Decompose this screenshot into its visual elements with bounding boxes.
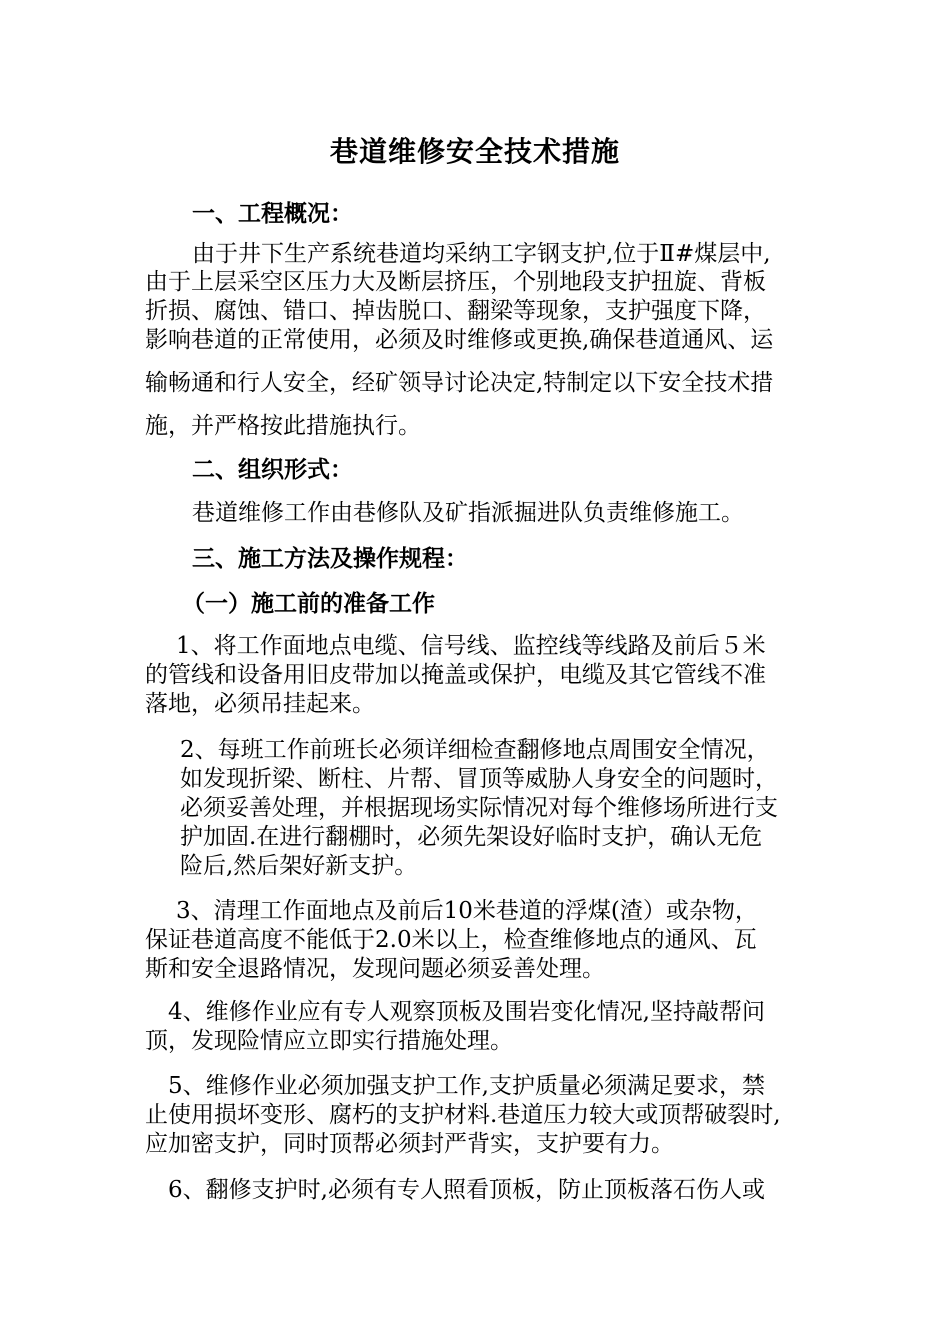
paragraph-line: 的管线和设备用旧皮带加以掩盖或保护，电缆及其它管线不准: [145, 662, 766, 688]
paragraph-line: 影响巷道的正常使用，必须及时维修或更换,确保巷道通风、运: [145, 327, 774, 353]
paragraph-line: 险后,然后架好新支护。: [180, 853, 418, 879]
paragraph-line: 顶，发现险情应立即实行措施处理。: [145, 1028, 513, 1054]
paragraph-line: 3、清理工作面地点及前后10米巷道的浮煤(渣）或杂物，: [176, 898, 758, 924]
paragraph-line: 输畅通和行人安全，经矿领导讨论决定,特制定以下安全技术措: [145, 370, 774, 396]
section-2-heading: 二、组织形式：: [192, 456, 353, 483]
paragraph-line: 护加固.在进行翻棚时，必须先架设好临时支护，确认无危: [180, 824, 763, 850]
section-1-heading: 一、工程概况：: [192, 200, 353, 227]
paragraph-line: 1、将工作面地点电缆、信号线、监控线等线路及前后５米: [176, 633, 766, 659]
paragraph-line: 5、维修作业必须加强支护工作,支护质量必须满足要求，禁: [168, 1073, 765, 1099]
paragraph-line: 保证巷道高度不能低于2.0米以上，检查维修地点的通风、瓦: [145, 927, 757, 953]
subsection-heading: （一）施工前的准备工作: [182, 590, 435, 617]
paragraph-line: 施，并严格按此措施执行。: [145, 413, 421, 439]
paragraph-line: 如发现折梁、断柱、片帮、冒顶等威胁人身安全的问题时，: [180, 766, 778, 792]
section-3-heading: 三、施工方法及操作规程：: [192, 545, 468, 572]
paragraph-line: 由于上层采空区压力大及断层挤压，个别地段支护扭旋、背板: [145, 269, 766, 295]
paragraph-line: 止使用损坏变形、腐朽的支护材料.巷道压力较大或顶帮破裂时,: [145, 1102, 781, 1128]
paragraph-line: 折损、腐蚀、错口、掉齿脱口、翻梁等现象，支护强度下降，: [145, 298, 766, 324]
paragraph-line: 斯和安全退路情况，发现问题必须妥善处理。: [145, 956, 605, 982]
paragraph-line: 必须妥善处理，并根据现场实际情况对每个维修场所进行支: [180, 795, 778, 821]
paragraph-line: 应加密支护，同时顶帮必须封严背实，支护要有力。: [145, 1131, 674, 1157]
paragraph-line: 由于井下生产系统巷道均采纳工字钢支护,位于Ⅱ#煤层中,: [192, 241, 771, 267]
paragraph-line: 2、每班工作前班长必须详细检查翻修地点周围安全情况，: [180, 737, 770, 763]
paragraph-line: 巷道维修工作由巷修队及矿指派掘进队负责维修施工。: [192, 500, 744, 526]
paragraph-line: 落地，必须吊挂起来。: [145, 691, 375, 717]
paragraph-line: 4、维修作业应有专人观察顶板及围岩变化情况,坚持敲帮问: [168, 999, 765, 1025]
page-title: 巷道维修安全技术措施: [329, 135, 620, 168]
paragraph-line: 6、翻修支护时,必须有专人照看顶板，防止顶板落石伤人或: [168, 1177, 765, 1203]
